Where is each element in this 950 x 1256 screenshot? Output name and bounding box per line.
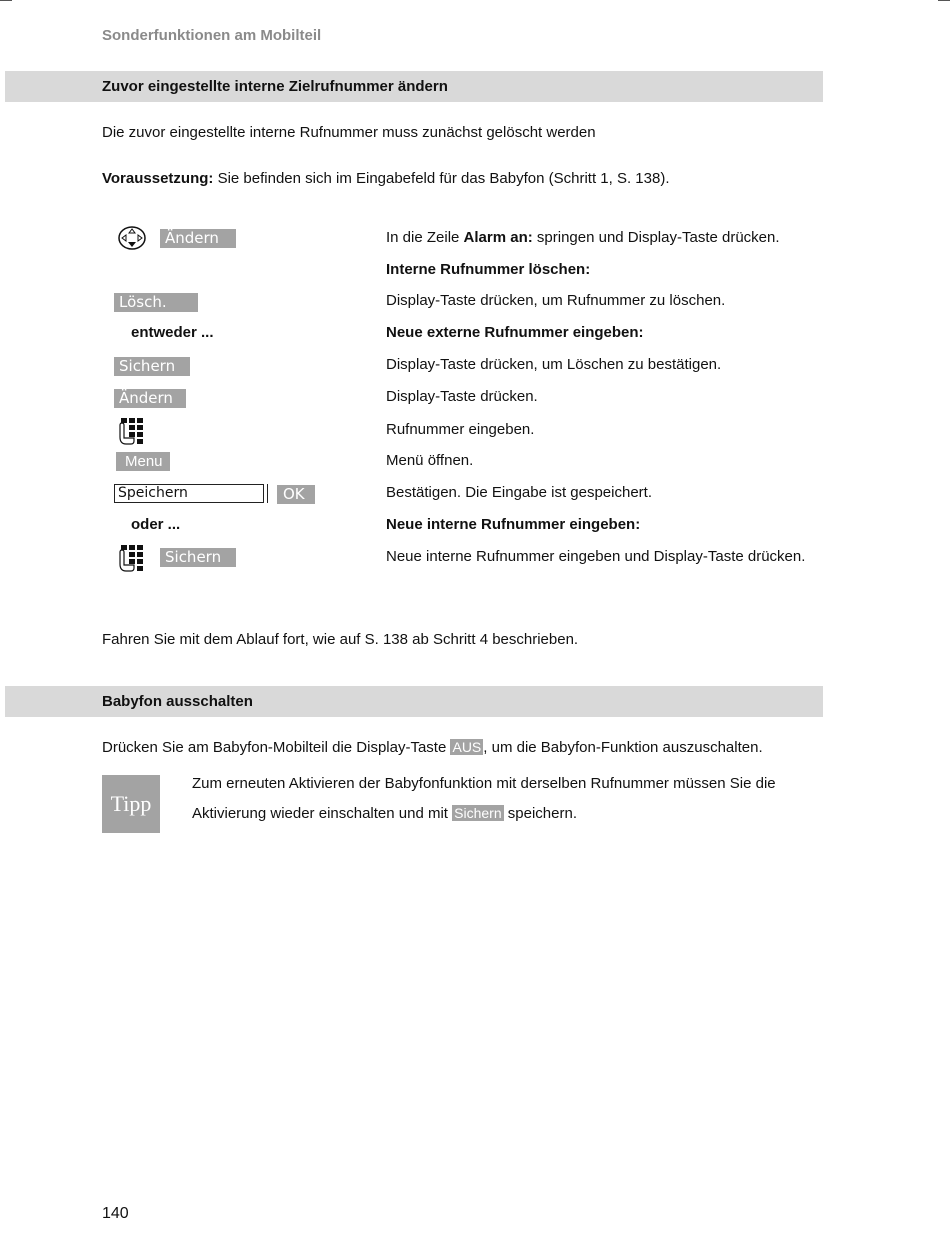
step-9-text: Bestätigen. Die Eingabe ist gespeichert. — [386, 484, 652, 501]
save-softkey[interactable]: Sichern — [160, 548, 236, 567]
step-1-text — [386, 229, 780, 246]
switch-off-text — [102, 739, 763, 756]
tip-badge: Tipp — [102, 775, 160, 833]
save-softkey[interactable]: Sichern — [114, 357, 190, 376]
tip-line-1: Zum erneuten Aktivieren der Babyfonfunktion mit derselben Rufnummer müssen Sie die — [192, 775, 776, 792]
menu-entry-save[interactable]: Speichern — [114, 484, 264, 503]
section-title: Zuvor eingestellte interne Zielrufnummer ändern — [102, 78, 448, 95]
navigation-key-icon — [117, 225, 147, 251]
tip-line-2-pre: Aktivierung wieder einschalten und mit — [192, 805, 453, 822]
change-softkey[interactable]: Ändern — [114, 389, 186, 408]
page-number: 140 — [102, 1205, 129, 1222]
step-1-text-bold: Alarm an: — [463, 229, 533, 246]
prerequisite — [102, 170, 670, 187]
step-heading-delete — [386, 261, 590, 278]
step-heading-text: Neue externe Rufnummer eingeben: — [386, 324, 644, 341]
step-5-text: Display-Taste drücken, um Löschen zu bestätigen. — [386, 356, 722, 373]
save-softkey[interactable]: Sichern — [454, 805, 502, 821]
ok-softkey[interactable]: OK — [277, 485, 315, 504]
option-either: entweder ... — [131, 324, 214, 341]
section-title: Babyfon ausschalten — [102, 693, 253, 710]
running-head: Sonderfunktionen am Mobilteil — [102, 27, 322, 44]
crop-mark — [938, 0, 950, 1]
switch-off-text-post: , um die Babyfon-Funktion auszuschalten. — [483, 739, 763, 756]
step-1-text-pre: In die Zeile — [386, 229, 464, 246]
section-heading-bar — [5, 71, 823, 102]
delete-softkey[interactable]: Lösch. — [114, 293, 198, 312]
step-8-text: Menü öffnen. — [386, 452, 474, 469]
menu-entry-end — [267, 484, 270, 503]
step-heading-text: Neue interne Rufnummer eingeben: — [386, 516, 641, 533]
step-3-text: Display-Taste drücken, um Rufnummer zu löschen. — [386, 292, 726, 309]
menu-softkey[interactable]: Menu — [116, 452, 170, 471]
intro-text: Die zuvor eingestellte interne Rufnummer muss zunächst gelöscht werden — [102, 124, 596, 141]
prerequisite-text: Sie befinden sich im Eingabefeld für das Babyfon (Schritt 1, S. 138). — [213, 170, 670, 187]
off-softkey[interactable]: AUS — [452, 739, 482, 755]
tip-line-2 — [192, 805, 577, 822]
continue-text: Fahren Sie mit dem Ablauf fort, wie auf S. 138 ab Schritt 4 beschrieben. — [102, 631, 579, 648]
tip-line-2-post: speichern. — [503, 805, 577, 822]
step-heading-external — [386, 324, 644, 341]
option-or: oder ... — [131, 516, 181, 533]
change-softkey[interactable]: Ändern — [160, 229, 236, 248]
crop-mark — [0, 0, 12, 1]
step-heading-text: Interne Rufnummer löschen: — [386, 261, 591, 278]
step-11-text: Neue interne Rufnummer eingeben und Display-Taste drücken. — [386, 548, 806, 565]
keypad-icon — [117, 544, 147, 574]
prerequisite-label: Voraussetzung: — [102, 170, 214, 187]
step-1-text-post: springen und Display-Taste drücken. — [532, 229, 780, 246]
step-6-text: Display-Taste drücken. — [386, 388, 538, 405]
step-7-text: Rufnummer eingeben. — [386, 421, 535, 438]
switch-off-text-pre: Drücken Sie am Babyfon-Mobilteil die Display-Taste — [102, 739, 451, 756]
step-heading-internal — [386, 516, 640, 533]
section-heading-bar — [5, 686, 823, 717]
keypad-icon — [117, 417, 147, 447]
